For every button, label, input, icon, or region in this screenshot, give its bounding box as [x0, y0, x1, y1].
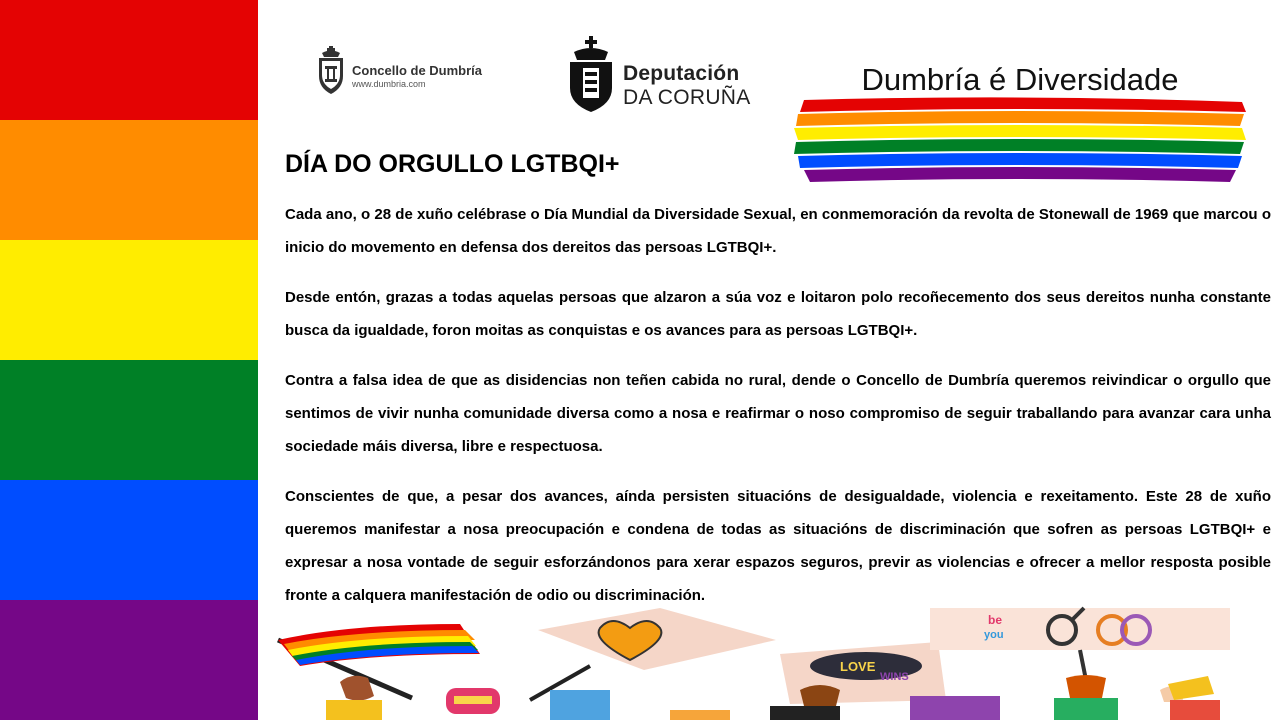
love-text: LOVE [840, 659, 876, 674]
be-text: be [988, 613, 1003, 627]
rainbow-stripes [0, 0, 258, 720]
stripe-purple [0, 600, 258, 720]
you-text: you [984, 629, 1004, 641]
document-title: DÍA DO ORGULLO LGTBQI+ [285, 150, 620, 178]
paragraph-1: Cada ano, o 28 de xuño celébrase o Día Mundial da Diversidade Sexual, en conmemoración da revolta de Stonewall de 1969 que marcou o inicio do movemento en defensa dos dereitos das persoas LGTBQI+. [285, 206, 1271, 256]
paragraph-3: Contra a falsa idea de que as disidencias non teñen cabida no rural, dende o Concello de Dumbría queremos reivindicar o orgullo que sentimos de vivir nunha comunidade diversa como a nosa e reafirmar o noso compromiso de seguir traballando para avanzar cara unha sociedade máis diversa, libre e respectuosa. [285, 372, 1271, 455]
fist-icon [446, 688, 500, 714]
diversity-banner [790, 58, 1250, 188]
pride-illustration [270, 600, 1280, 720]
concello-url: www.dumbria.com [352, 79, 426, 89]
deputacion-logo [568, 36, 758, 116]
crown-tower-icon [568, 36, 614, 114]
paragraph-4: Conscientes de que, a pesar dos avances, aínda persisten situacións de desigualdade, violencia e rexeitamento. Este 28 de xuño queremos manifestar a nosa preocupación e condena de todas as situacións de discriminación que sofren as persoas LGTBQI+ e expresar a nosa vontade de seguir esforzándonos para xerar espazos seguros, previr as violencias e ofrecer a mellor resposta posible fronte a calquera manifestación de odio ou discriminación. [285, 488, 1271, 604]
rainbow-flag-icon [278, 624, 480, 698]
coat-of-arms-icon [316, 46, 346, 98]
wins-text: WINS [880, 671, 909, 683]
stripe-red [0, 0, 258, 120]
paragraph-2: Desde entón, grazas a todas aquelas persoas que alzaron a súa voz e loitaron polo recoñecemento dos seus dereitos nunha constante busca da igualdade, foron moitas as conquistas e os avances para as persoas LGTBQI+. [285, 289, 1271, 339]
heart-sign-icon [530, 608, 776, 720]
concello-logo [316, 46, 496, 98]
stripe-orange [0, 120, 258, 240]
deputacion-line2: DA CORUÑA [623, 86, 751, 109]
document-body [285, 198, 1271, 629]
concello-name: Concello de Dumbría [352, 63, 483, 78]
brush-rainbow-flag-icon [790, 94, 1250, 188]
stripe-green [0, 360, 258, 480]
love-wins-sign-icon [770, 642, 1000, 720]
stripe-blue [0, 480, 258, 600]
deputacion-line1: Deputación [623, 62, 740, 85]
stripe-yellow [0, 240, 258, 360]
banner-title: Dumbría é Diversidade [861, 62, 1179, 97]
